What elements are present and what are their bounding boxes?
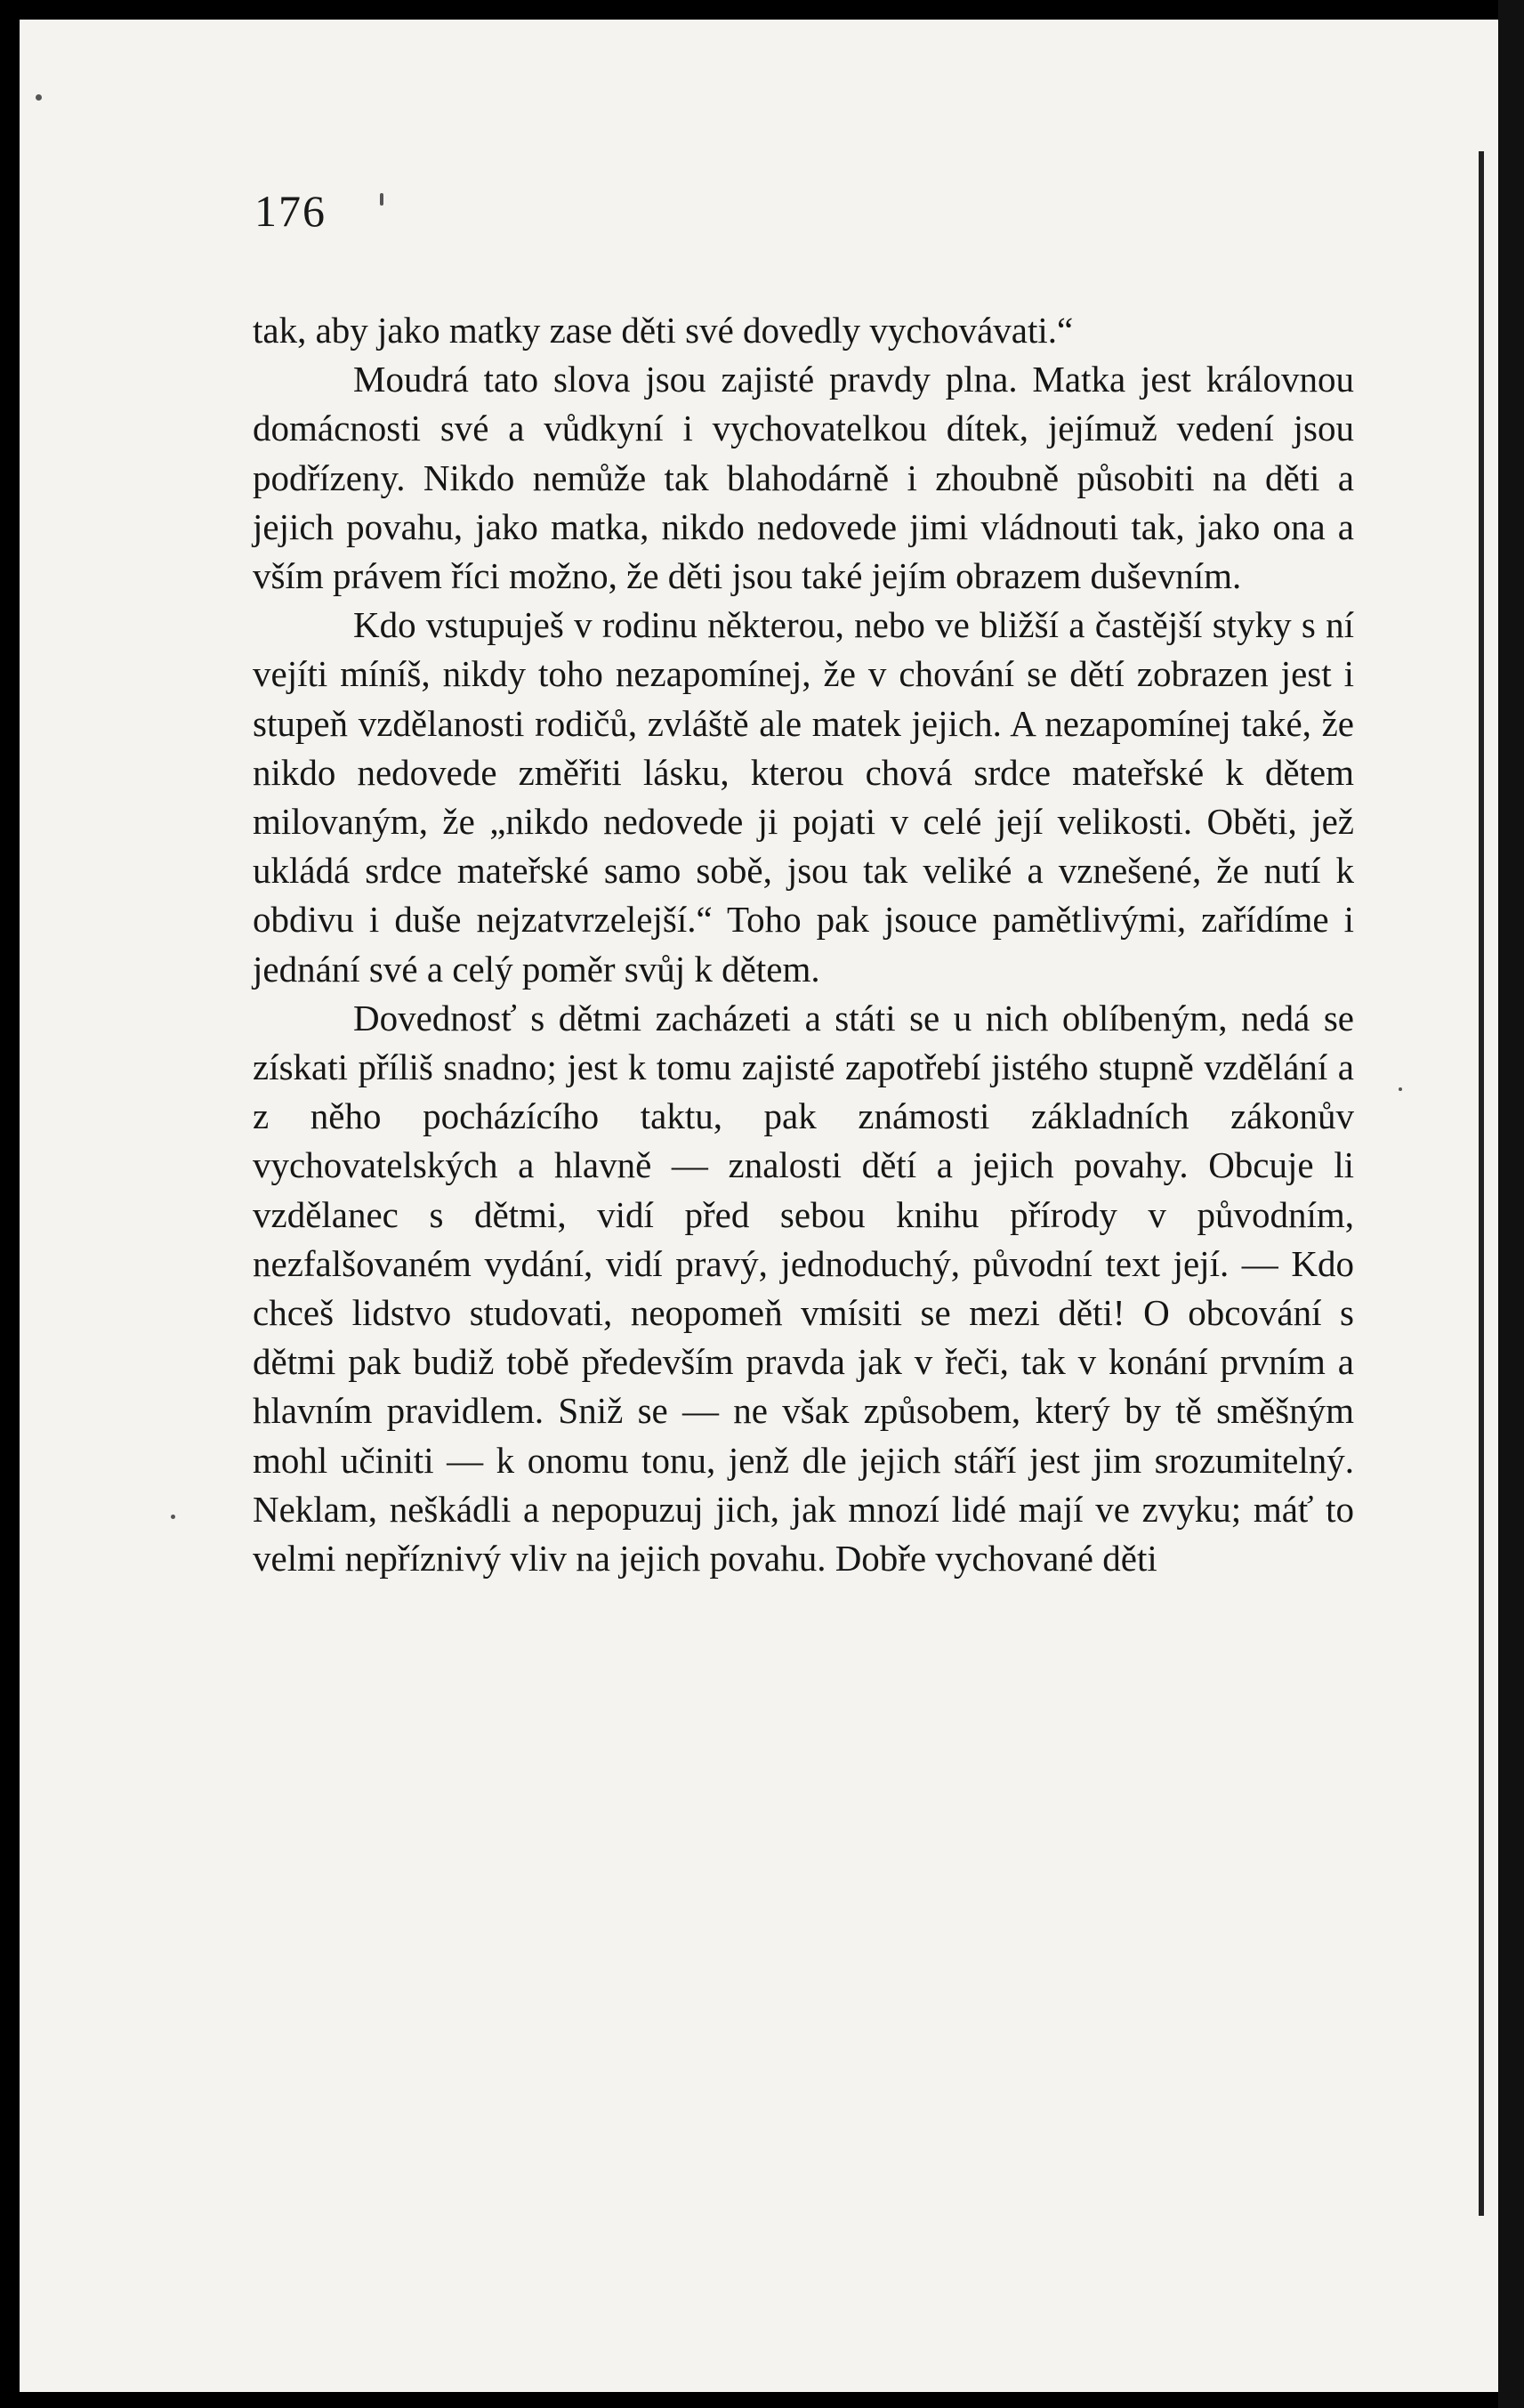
scan-speck [380,193,383,206]
scan-speck [1399,1087,1402,1091]
paragraph: Kdo vstupuješ v rodinu některou, nebo ve bližší a častější styky s ní vejíti míníš, nikdy toho nezapomínej, že v chování se dětí zobrazen jest i stupeň vzdělanosti rodičů, zvláště ale matek jejich. A nezapomínej také, že nikdo nedovede změřiti lásku, kterou chová srdce mateřské k dětem milovaným, že „nikdo nedovede ji pojati v celé její velikosti. Oběti, jež ukládá srdce mateřské samo sobě, jsou tak veliké a vznešené, že nutí k obdivu i duše nejzatvrzelejší.“ Toho pak jsouce pamětlivými, zařídíme i jednání své a celý poměr svůj k dětem. [253,604,1354,990]
scan-speck [171,1515,175,1519]
body-text [253,306,1354,1583]
page-number: 176 [254,186,327,236]
book-page [20,20,1498,2392]
scan-speck [36,94,42,101]
scan-border [1498,0,1524,2408]
page-fold-shadow [1479,151,1484,2216]
paragraph-continuation: tak, aby jako matky zase děti své dovedly vychovávati.“ [253,310,1074,351]
paragraph: Moudrá tato slova jsou zajisté pravdy plna. Matka jest královnou domácnosti své a vůdkyní i vychovatelkou dítek, jejímuž vedení jsou podřízeny. Nikdo nemůže tak blahodárně i zhoubně působiti na děti a jejich povahu, jako matka, nikdo nedovede jimi vládnouti tak, jako ona a vším právem říci možno, že děti jsou také jejím obrazem duševním. [253,359,1354,597]
paragraph: Dovednosť s dětmi zacházeti a státi se u nich oblíbeným, nedá se získati příliš snadno; jest k tomu zajisté zapotřebí jistého stupně vzdělání a z něho pocházícího taktu, pak známosti základních zákonův vychovatelských a hlavně — znalosti dětí a jejich povahy. Obcuje li vzdělanec s dětmi, vidí před sebou knihu přírody v původním, nezfalšovaném vydání, vidí pravý, jednoduchý, původní text její. — Kdo chceš lidstvo studovati, neopomeň vmísiti se mezi děti! O obcování s dětmi pak budiž tobě především pravda jak v řeči, tak v konání prvním a hlavním pravidlem. Sniž se — ne však způsobem, který by tě směšným mohl učiniti — k onomu tonu, jenž dle jejich stáří jest jim srozumitelný. Neklam, neškádli a nepopuzuj jich, jak mnozí lidé mají ve zvyku; máť to velmi nepříznivý vliv na jejich povahu. Dobře vychované děti [253,997,1354,1580]
